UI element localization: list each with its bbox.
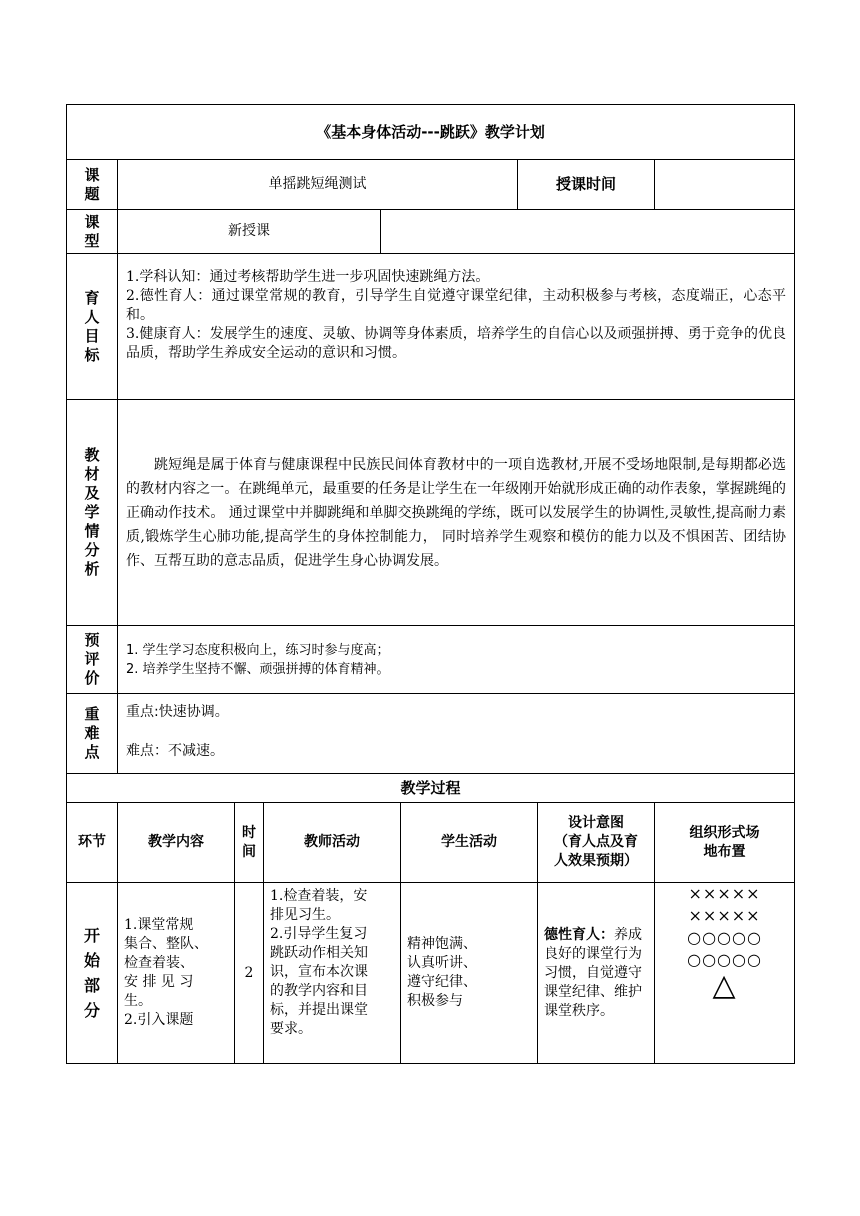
goal-item: 2.德性育人：通过课堂常规的教育，引导学生自觉遵守课堂纪律，主动积极参与考核，态度端正，心态平和。	[126, 288, 787, 323]
formation-row-circles: ○○○○○	[687, 950, 762, 969]
class-time-label: 授课时间	[518, 160, 655, 210]
pre-eval-content	[118, 626, 795, 694]
student-activity: 精神饱满、 认真听讲、 遵守纪律、 积极参与	[401, 883, 538, 1064]
lesson-plan	[66, 104, 794, 1064]
pre-eval-item: 2. 培养学生坚持不懈、顽强拼搏的体育精神。	[126, 661, 390, 677]
document-title: 《基本身体活动---跳跃》教学计划	[67, 105, 795, 160]
formation-row-crosses: ×××××	[688, 906, 761, 925]
analysis-content	[118, 400, 795, 626]
teacher-triangle-icon: △	[712, 968, 737, 1003]
key-points-label: 重 难 点	[67, 694, 118, 774]
process-title: 教学过程	[67, 774, 795, 803]
teacher-activity: 1.检查着装，安 排见习生。 2.引导学生复习 跳跃动作相关知 识，宣布本次课 的教学内容和目 标，并提出课堂 要求。	[264, 883, 401, 1064]
header-time: 时 间	[235, 803, 264, 883]
stage-label: 开 始 部 分	[67, 883, 118, 1064]
type-empty-cell	[381, 210, 795, 254]
class-time-value	[655, 160, 795, 210]
type-label: 课 型	[67, 210, 118, 254]
goals-content	[118, 254, 795, 400]
pre-eval-label: 预 评 价	[67, 626, 118, 694]
pre-eval-item: 1. 学生学习态度积极向上，练习时参与度高；	[126, 642, 390, 658]
design-intent: 德性育人：养成 良好的课堂行为 习惯，自觉遵守 课堂纪律、维护 课堂秩序。	[538, 883, 655, 1064]
lesson-content: 1.课堂常规 集合、整队、 检查着装、 安 排 见 习 生。 2.引入课题	[118, 883, 235, 1064]
process-row	[67, 883, 795, 1064]
header-stage: 环节	[67, 803, 118, 883]
topic-label: 课 题	[67, 160, 118, 210]
analysis-text: 跳短绳是属于体育与健康课程中民族民间体育教材中的一项自选教材,开展不受场地限制,是每期都必选的教材内容之一。在跳绳单元，最重要的任务是让学生在一年级刚开始就形成正确的动作表象，掌握跳绳的正确动作技术。 通过课堂中并脚跳绳和单脚交换跳绳的学练，既可以发展学生的协调性,灵敏性,提高耐力素质,锻炼学生心肺功能,提高学生的身体控制能力， 同时培养学生观察和模仿的能力以及不惧困苦、团结协作、互帮互助的意志品质，促进学生身心协调发展。	[126, 456, 787, 569]
analysis-label: 教 材 及 学 情 分 析	[67, 400, 118, 626]
header-design: 设计意图 （育人点及育 人效果预期）	[538, 803, 655, 883]
goal-item: 3.健康育人：发展学生的速度、灵敏、协调等身体素质，培养学生的自信心以及顽强拼搏、勇于竞争的优良品质，帮助学生养成安全运动的意识和习惯。	[126, 326, 787, 361]
header-teacher: 教师活动	[264, 803, 401, 883]
header-content: 教学内容	[118, 803, 235, 883]
topic-value: 单摇跳短绳测试	[118, 160, 518, 210]
header-student: 学生活动	[401, 803, 538, 883]
goal-item: 1.学科认知：通过考核帮助学生进一步巩固快速跳绳方法。	[126, 269, 490, 285]
process-header-row	[67, 803, 795, 883]
lesson-plan-table	[66, 104, 795, 1064]
formation-row-crosses: ×××××	[688, 884, 761, 903]
lesson-time: 2	[235, 883, 264, 1064]
type-value: 新授课	[118, 210, 381, 254]
difficulty-point: 难点：不减速。	[126, 742, 224, 759]
key-points-content	[118, 694, 795, 774]
goals-label: 育 人 目 标	[67, 254, 118, 400]
header-organization: 组织形式场 地布置	[655, 803, 795, 883]
formation-row-circles: ○○○○○	[687, 928, 762, 947]
key-point: 重点:快速协调。	[126, 703, 229, 720]
formation-diagram	[655, 883, 795, 1064]
